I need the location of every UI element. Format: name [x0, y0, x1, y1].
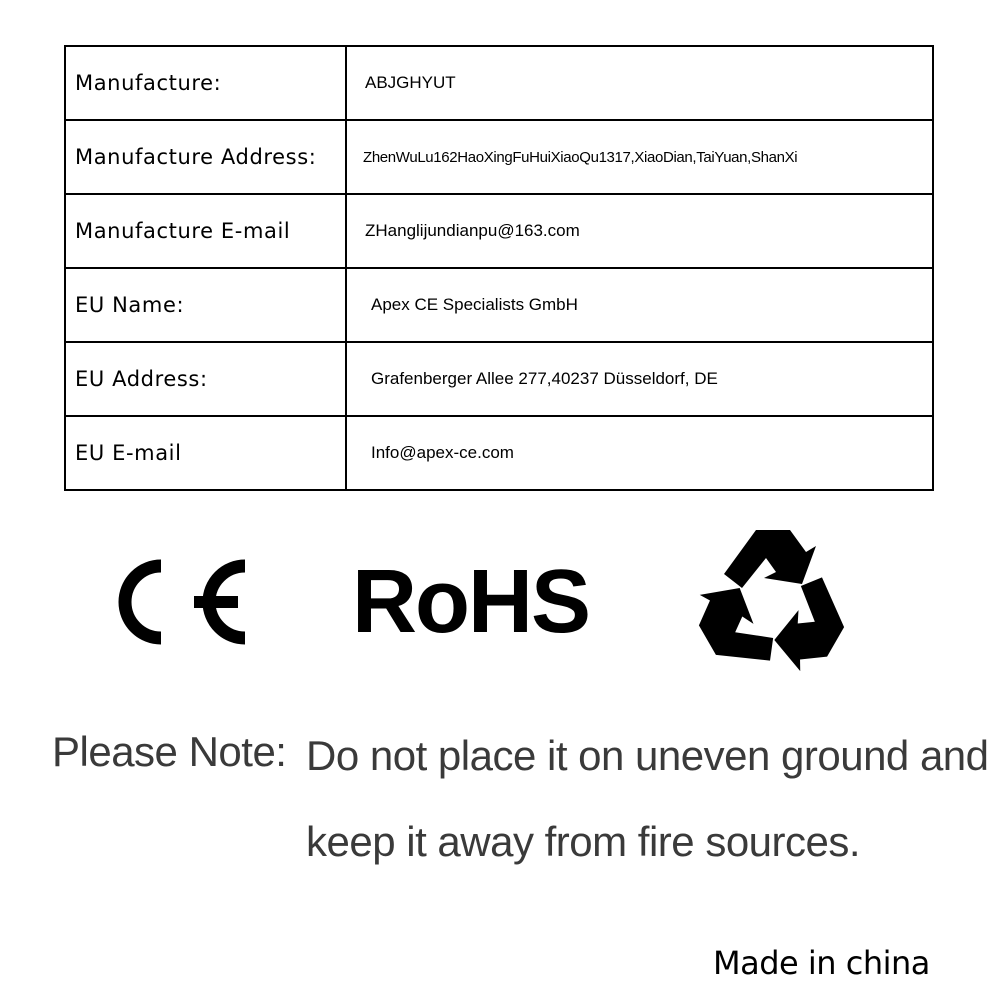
manufacture-email-label: Manufacture E-mail: [65, 194, 346, 268]
eu-address-label: EU Address:: [65, 342, 346, 416]
info-table: [64, 45, 934, 491]
eu-address-value: Grafenberger Allee 277,40237 Düsseldorf, DE: [346, 342, 933, 416]
note-text-line-2: keep it away from fire sources.: [306, 818, 861, 865]
made-in-china-text: Made in china: [713, 944, 930, 982]
table-row: [65, 268, 933, 342]
table-row: [65, 342, 933, 416]
table-row: [65, 416, 933, 490]
table-row: [65, 194, 933, 268]
manufacture-label: Manufacture:: [65, 46, 346, 120]
note-text-line-1: Do not place it on uneven ground and: [306, 732, 989, 779]
note-label: Please Note:: [52, 728, 287, 775]
manufacture-email-value: ZHanglijundianpu@163.com: [346, 194, 933, 268]
rohs-mark: RoHS: [352, 552, 589, 652]
eu-email-label: EU E-mail: [65, 416, 346, 490]
recycle-arrow-top: [724, 530, 816, 588]
recycle-icon: [686, 514, 858, 686]
recycle-arrow-left: [686, 574, 782, 683]
manufacture-address-label: Manufacture Address:: [65, 120, 346, 194]
table-row: [65, 120, 933, 194]
manufacture-address-value: ZhenWuLu162HaoXingFuHuiXiaoQu1317,XiaoDian,TaiYuan,ShanXi: [346, 120, 933, 194]
manufacture-value: ABJGHYUT: [346, 46, 933, 120]
ce-mark-icon: [104, 548, 254, 656]
recycle-arrow-right: [764, 570, 858, 679]
eu-email-value: Info@apex-ce.com: [346, 416, 933, 490]
table-row: [65, 46, 933, 120]
eu-name-value: Apex CE Specialists GmbH: [346, 268, 933, 342]
eu-name-label: EU Name:: [65, 268, 346, 342]
